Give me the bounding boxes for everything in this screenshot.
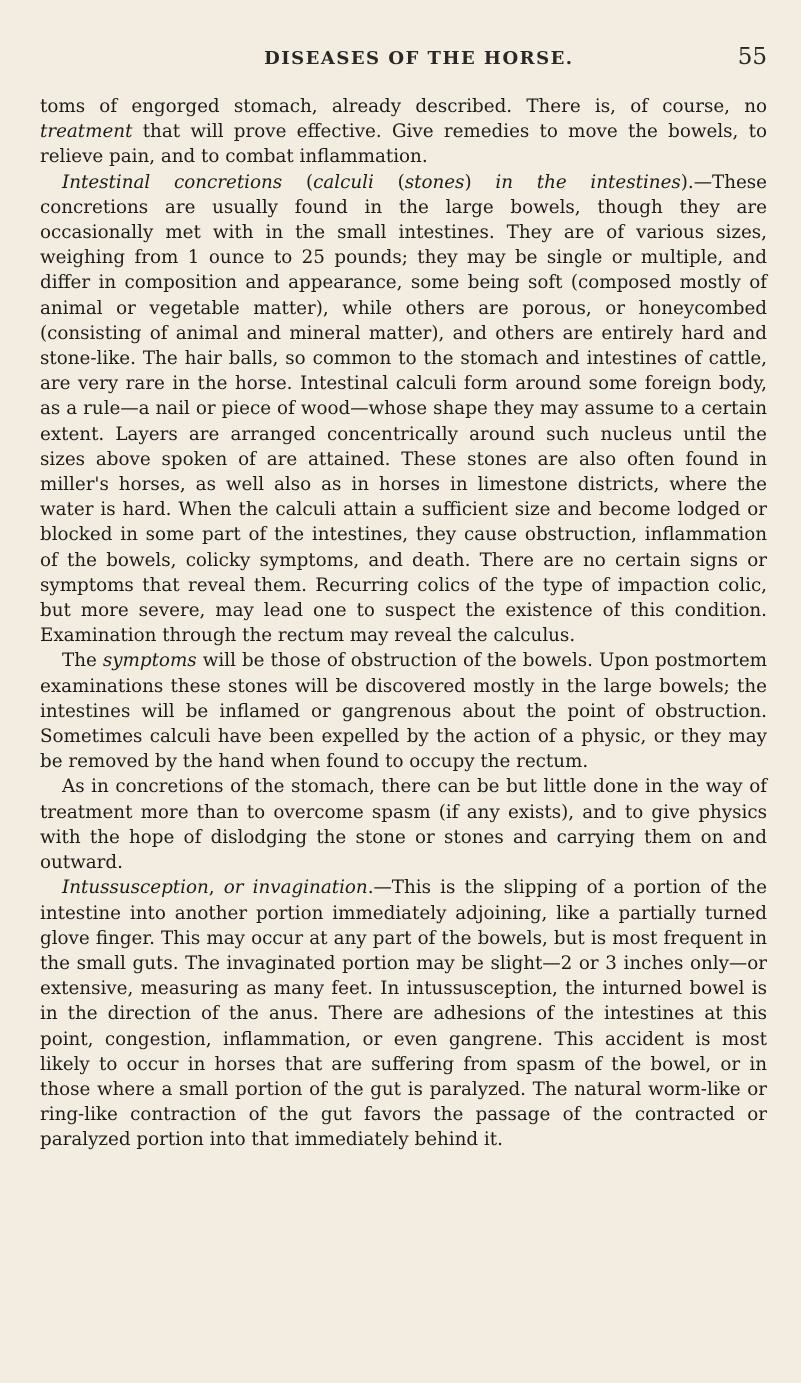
text-run: ) (464, 171, 496, 193)
text-run: The (62, 650, 103, 672)
paragraph (40, 170, 767, 649)
italic-text: in the intestines (495, 171, 681, 193)
paragraph (40, 774, 767, 875)
page-number: 55 (737, 44, 767, 70)
italic-text: symptoms (102, 650, 197, 672)
italic-text: or invagination (223, 877, 368, 899)
paragraph (40, 648, 767, 774)
paragraph (40, 875, 767, 1152)
italic-text: Intestinal concretions (62, 171, 283, 193)
text-run: As in concretions of the stomach, there can be but little done in the way of treatment more than to overcome spasm (if any exists), and to give physics with the hope of dislodging the stone or stones and carrying them on and outward. (40, 776, 767, 874)
italic-text: treatment (40, 121, 133, 143)
text-run: ( (282, 171, 314, 193)
paragraph (40, 94, 767, 170)
italic-text: stones (404, 171, 465, 193)
text-run: ).—These concretions are usually found in the large bowels, though they are occasionally met with in the small intestines. They are of various sizes, weighing from 1 ounce to 25 pounds; they may be single or multiple, and differ in composition and appearance, some being soft (composed mostly of animal or vegetable matter), while others are porous, or honeycombed (consisting of animal and mineral matter), and others are entirely hard and stone-like. The hair balls, so common to the stomach and intestines of cattle, are very rare in the horse. Intestinal calculi form around some foreign body, as a rule—a nail or piece of wood—whose shape they may assume to a certain extent. Layers are arranged concentrically around such nucleus until the sizes above spoken of are attained. These stones are also often found in miller's horses, as well also as in horses in limestone districts, where the water is hard. When the calculi attain a sufficient size and become lodged or blocked in some part of the intestines, they cause obstruction, inflammation of the bowels, colicky symptoms, and death. There are no certain signs or symptoms that reveal them. Recurring colics of the type of impaction colic, but more severe, may lead one to suspect the existence of this condition. Examination through the rectum may reveal the calculus. (40, 171, 767, 647)
text-run: ( (373, 171, 405, 193)
text-run: will be those of obstruction of the bowels. Upon postmortem examinations these stones will be discovered mostly in the large bowels; the intestines will be inflamed or gangrenous about the point of obstruction. Sometimes calculi have been expelled by the action of a physic, or they may be removed by the hand when found to occupy the rectum. (40, 650, 767, 773)
text-run: .—This is the slipping of a portion of the intestine into another portion immediately adjoining, like a partially turned glove finger. This may occur at any part of the bowels, but is most frequent in the small guts. The invaginated portion may be slight—2 or 3 inches only—or extensive, measuring as many feet. In intussusception, the inturned bowel is in the direction of the anus. There are adhesions of the intestines at this point, congestion, inflammation, or even gangrene. This accident is most likely to occur in horses that are suffering from spasm of the bowel, or in those where a small portion of the gut is paralyzed. The natural worm-like or ring-like contraction of the gut favors the passage of the contracted or paralyzed portion into that immediately behind it. (40, 877, 767, 1151)
text-run: , (208, 877, 224, 899)
body-text (40, 94, 767, 1153)
running-head: DISEASES OF THE HORSE. (264, 48, 574, 69)
italic-text: calculi (313, 171, 374, 193)
text-run: that will prove effective. Give remedies to move the bowels, to relieve pain, and to combat inflammation. (40, 121, 767, 168)
text-run: toms of engorged stomach, already described. There is, of course, no (40, 96, 767, 117)
italic-text: Intussusception (62, 877, 209, 899)
page-header (40, 44, 767, 94)
